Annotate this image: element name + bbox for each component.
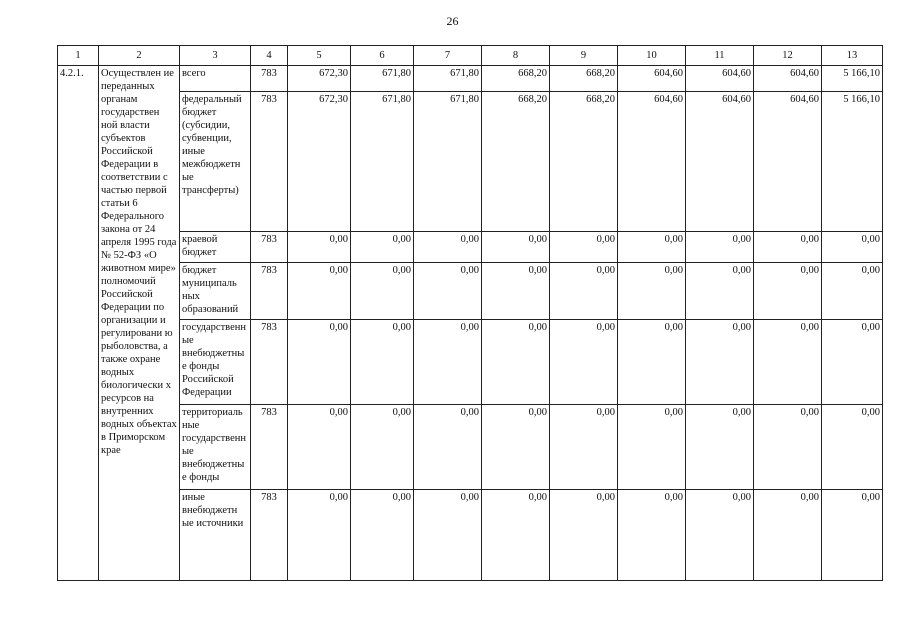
value-cell: 672,30 [288,92,351,232]
agency-code: 783 [251,232,288,263]
value-cell: 0,00 [550,263,618,320]
value-cell: 0,00 [351,490,414,581]
value-cell: 0,00 [482,263,550,320]
funding-source: всего [180,66,251,92]
header-cell: 4 [251,46,288,66]
value-cell: 671,80 [351,92,414,232]
header-row [58,46,883,66]
value-cell: 0,00 [618,490,686,581]
value-cell: 0,00 [351,263,414,320]
value-cell: 0,00 [822,405,883,490]
row-index: 4.2.1. [58,66,99,581]
value-cell: 0,00 [288,320,351,405]
value-cell: 0,00 [822,490,883,581]
header-cell: 2 [99,46,180,66]
value-cell: 671,80 [414,92,482,232]
agency-code: 783 [251,405,288,490]
value-cell: 0,00 [351,232,414,263]
table-row [58,490,883,581]
value-cell: 671,80 [351,66,414,92]
value-cell: 0,00 [288,405,351,490]
funding-source: федеральный бюджет (субсидии, субвенции, иные межбюджетн ые трансферты) [180,92,251,232]
value-cell: 0,00 [618,405,686,490]
agency-code: 783 [251,320,288,405]
value-cell: 604,60 [686,66,754,92]
value-cell: 5 166,10 [822,92,883,232]
header-cell: 6 [351,46,414,66]
value-cell: 0,00 [754,490,822,581]
header-cell: 9 [550,46,618,66]
table-row [58,66,883,92]
value-cell: 0,00 [754,405,822,490]
value-cell: 0,00 [288,263,351,320]
value-cell: 0,00 [351,405,414,490]
value-cell: 0,00 [550,320,618,405]
value-cell: 668,20 [482,66,550,92]
value-cell: 0,00 [482,320,550,405]
header-cell: 1 [58,46,99,66]
funding-source: иные внебюджетн ые источники [180,490,251,581]
header-cell: 7 [414,46,482,66]
header-cell: 3 [180,46,251,66]
value-cell: 604,60 [754,92,822,232]
value-cell: 0,00 [686,263,754,320]
value-cell: 0,00 [754,263,822,320]
value-cell: 672,30 [288,66,351,92]
page-number: 26 [446,14,459,28]
agency-code: 783 [251,66,288,92]
value-cell: 0,00 [754,232,822,263]
value-cell: 0,00 [482,490,550,581]
value-cell: 604,60 [618,66,686,92]
header-cell: 13 [822,46,883,66]
table-row [58,232,883,263]
value-cell: 0,00 [550,405,618,490]
value-cell: 671,80 [414,66,482,92]
header-cell: 5 [288,46,351,66]
header-cell: 8 [482,46,550,66]
funding-source: краевой бюджет [180,232,251,263]
value-cell: 668,20 [482,92,550,232]
value-cell: 604,60 [686,92,754,232]
value-cell: 0,00 [550,232,618,263]
value-cell: 604,60 [754,66,822,92]
value-cell: 0,00 [414,263,482,320]
value-cell: 0,00 [414,320,482,405]
value-cell: 0,00 [822,320,883,405]
value-cell: 0,00 [482,405,550,490]
value-cell: 0,00 [550,490,618,581]
value-cell: 668,20 [550,66,618,92]
value-cell: 0,00 [414,405,482,490]
value-cell: 668,20 [550,92,618,232]
agency-code: 783 [251,263,288,320]
table-row [58,320,883,405]
agency-code: 783 [251,490,288,581]
value-cell: 0,00 [686,232,754,263]
header-cell: 10 [618,46,686,66]
value-cell: 0,00 [618,232,686,263]
budget-table [57,45,883,581]
value-cell: 5 166,10 [822,66,883,92]
funding-source: территориаль ные государственн ые внебюджетны е фонды [180,405,251,490]
value-cell: 0,00 [288,490,351,581]
value-cell: 0,00 [618,320,686,405]
table-row [58,92,883,232]
value-cell: 0,00 [822,263,883,320]
value-cell: 0,00 [754,320,822,405]
measure-description: Осуществлен ие переданных органам государствен ной власти субъектов Российской Федерации в соответствии с частью первой статьи 6 Федерального закона от 24 апреля 1995 года № 52-ФЗ «О животном мире» полномочий Российской Федерации по организации и регулировани ю рыболовства, а также охране водных биологически х ресурсов на внутренних водных объектах в Приморском крае [99,66,180,581]
value-cell: 604,60 [618,92,686,232]
value-cell: 0,00 [618,263,686,320]
value-cell: 0,00 [414,490,482,581]
table-row [58,405,883,490]
value-cell: 0,00 [686,405,754,490]
value-cell: 0,00 [482,232,550,263]
header-cell: 12 [754,46,822,66]
header-cell: 11 [686,46,754,66]
value-cell: 0,00 [686,320,754,405]
value-cell: 0,00 [414,232,482,263]
value-cell: 0,00 [351,320,414,405]
value-cell: 0,00 [288,232,351,263]
funding-source: государственн ые внебюджетны е фонды Российской Федерации [180,320,251,405]
agency-code: 783 [251,92,288,232]
funding-source: бюджет муниципаль ных образований [180,263,251,320]
value-cell: 0,00 [686,490,754,581]
value-cell: 0,00 [822,232,883,263]
table-row [58,263,883,320]
